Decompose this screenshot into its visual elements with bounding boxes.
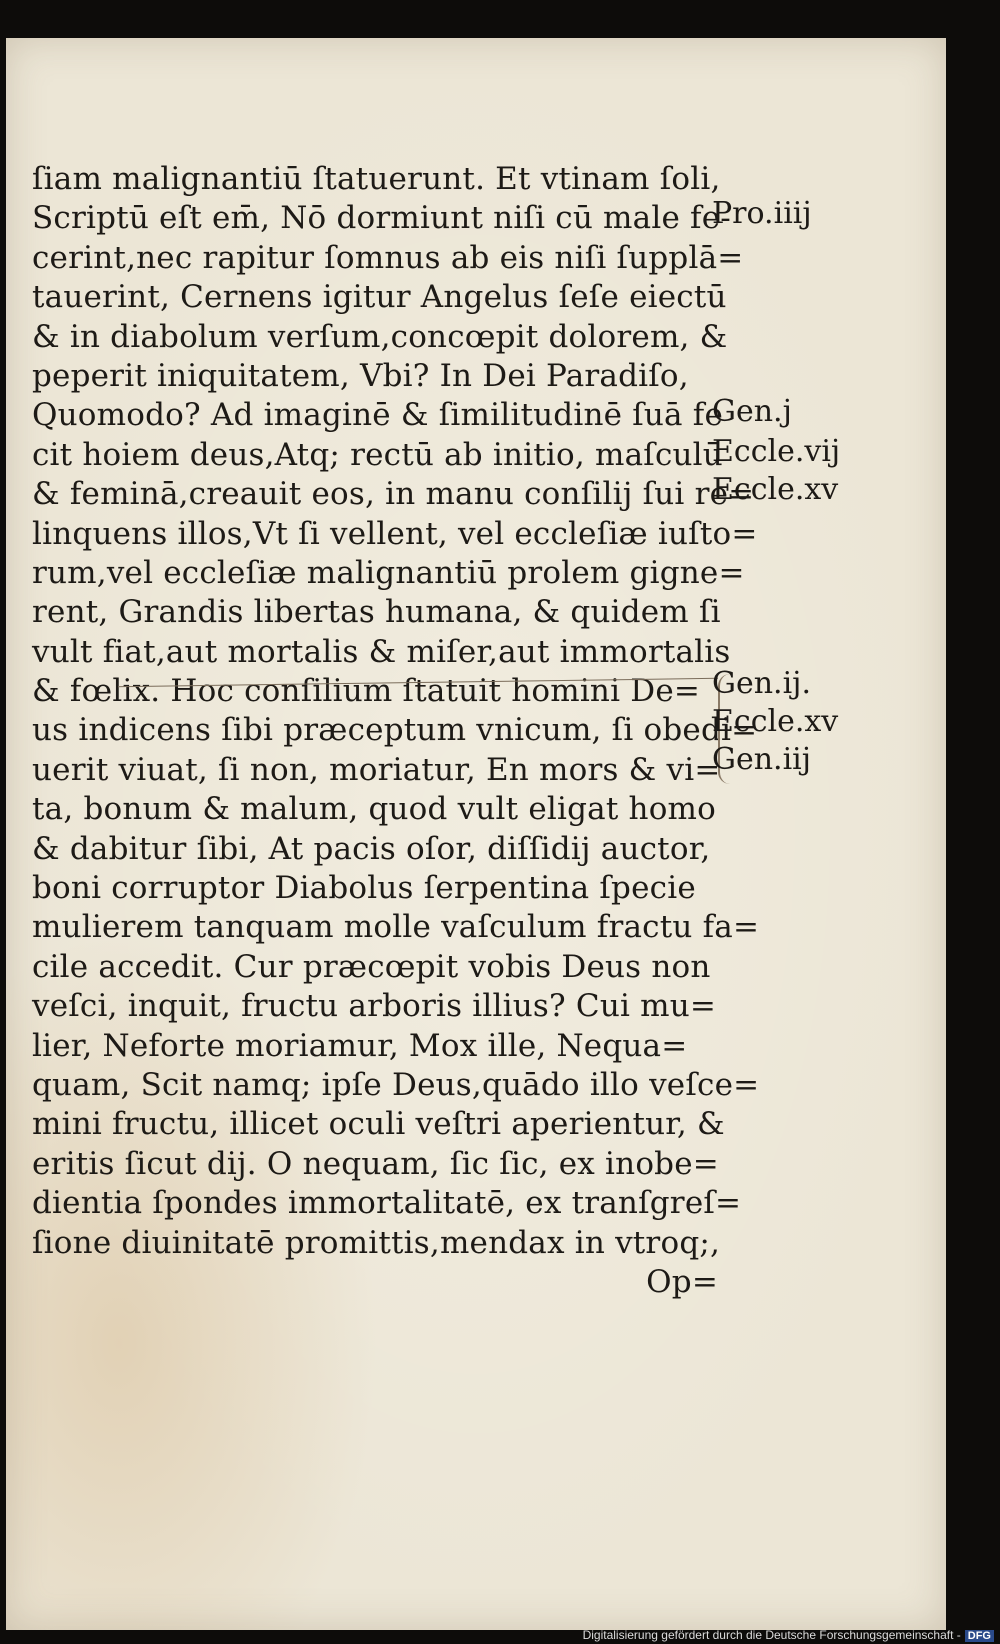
digitization-credit	[583, 1628, 994, 1642]
text-line: & feminā,creauit eos, in manu conſilij ſui re=	[32, 476, 755, 513]
text-line: dientia ſpondes immortalitatē, ex tranſgreſ=	[32, 1185, 742, 1222]
text-line: cerint,nec rapitur ſomnus ab eis niſi ſupplā=	[32, 239, 744, 276]
text-line: us indicens ſibi præceptum vnicum, ſi obedi=	[32, 712, 758, 749]
text-line: linquens illos,Vt ſi vellent, vel eccleſiæ iuſto=	[32, 515, 758, 552]
text-line: mulierem tanquam molle vaſculum fractu fa=	[32, 909, 760, 946]
text-line: & fœlix. Hoc conſilium ſtatuit homini De=	[32, 673, 701, 710]
margin-note: Eccle.vij	[712, 434, 841, 469]
margin-note: Pro.iiij	[712, 196, 812, 231]
text-line: cile accedit. Cur præcœpit vobis Deus non	[32, 948, 711, 985]
text-line: veſci, inquit, fructu arboris illius? Cui mu=	[32, 988, 717, 1025]
text-line: mini fructu, illicet oculi veſtri aperientur, &	[32, 1106, 725, 1143]
text-line: ſione diuinitatē promittis,mendax in vtroq;,	[32, 1224, 721, 1261]
margin-note: Gen.j	[712, 394, 792, 429]
text-line: & dabitur ſibi, At pacis oſor, diſſidij auctor,	[32, 830, 711, 867]
text-line: Quomodo? Ad imaginē & ſimilitudinē ſuā fe	[32, 397, 724, 434]
text-line: eritis ſicut dij. O nequam, ſic ſic, ex inobe=	[32, 1145, 719, 1182]
margin-note: Gen.ij.	[712, 666, 812, 701]
text-line: rum,vel eccleſiæ malignantiū prolem gigne=	[32, 554, 745, 591]
text-line: uerit viuat, ſi non, moriatur, En mors & vi=	[32, 751, 721, 788]
text-line: boni corruptor Diabolus ſerpentina ſpecie	[32, 870, 696, 907]
text-line: Scriptū eſt em̄, Nō dormiunt niſi cū male fe-	[32, 200, 731, 237]
catchword: Op=	[646, 1263, 718, 1300]
text-line: ta, bonum & malum, quod vult eligat homo	[32, 791, 717, 828]
text-line: tauerint, Cernens igitur Angelus ſeſe eiectū	[32, 279, 727, 316]
text-line: peperit iniquitatem, Vbi? In Dei Paradiſo,	[32, 357, 689, 394]
text-line: & in diabolum verſum,concœpit dolorem, &	[32, 318, 728, 355]
text-line: cit hoiem deus,Atq; rectū ab initio, maſculū	[32, 436, 723, 473]
credit-text: Digitalisierung gefördert durch die Deutsche Forschungsgemeinschaft -	[582, 1628, 961, 1642]
text-line: vult fiat,aut mortalis & miſer,aut immortalis	[32, 633, 731, 670]
margin-note: Eccle.xv	[712, 472, 839, 507]
text-line: ſiam malignantiū ſtatuerunt. Et vtinam ſoli,	[32, 161, 721, 197]
margin-note: Eccle.xv	[712, 704, 839, 739]
dfg-logo: DFG	[965, 1630, 994, 1642]
text-line: quam, Scit namq; ipſe Deus,quādo illo veſce=	[32, 1066, 760, 1103]
text-line: rent, Grandis libertas humana, & quidem ſi	[32, 594, 721, 631]
book-page	[6, 38, 946, 1630]
margin-note: Gen.iij	[712, 742, 812, 777]
text-line: lier, Neforte moriamur, Mox ille, Nequa=	[32, 1027, 688, 1064]
